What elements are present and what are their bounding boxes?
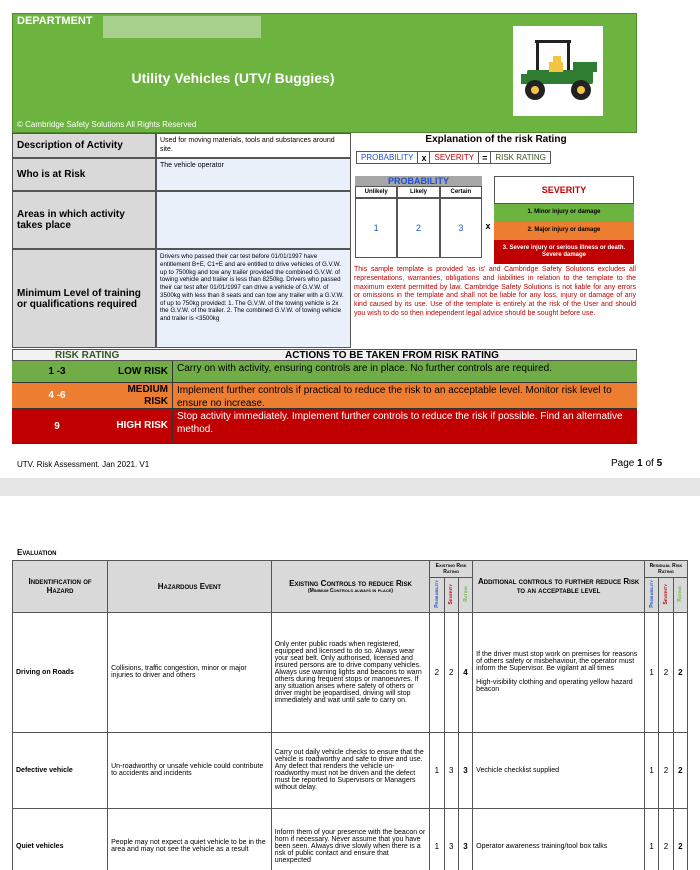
page-current: 1 <box>637 458 643 469</box>
table-row <box>13 612 688 732</box>
col-additional: Additional controls to further reduce Risk to an acceptable level <box>473 561 645 613</box>
severity-row-severe: 3. Severe injury or serious illness or death. Severe damage <box>494 240 634 264</box>
rating-level: MEDIUM RISK <box>127 384 168 407</box>
areas-value[interactable] <box>156 191 351 249</box>
footer-doc-ref: UTV. Risk Assessment. Jan 2021. V1 <box>17 460 150 469</box>
disclaimer-text: This sample template is provided 'as is' and Cambridge Safety Solutions excludes all representations, warranties, obligations and liabilities in relation to the template to the maximum extent permitted by law. Cambridge Safety Solutions is not liable for any errors or omissions in the template and shall not be liable for any loss, injury or damage of any kind caused by its use. Use of the template is entirely at the risk of the User and should you wish to do so then independent legal advice should be sought before use. <box>354 266 636 317</box>
rating-level: HIGH RISK <box>116 420 168 432</box>
explanation-title: Explanation of the risk Rating <box>425 134 567 145</box>
existing-probability: 1 <box>430 732 444 808</box>
event-cell: Collisions, traffic congestion, minor or major injuries to driver and others <box>108 612 272 732</box>
prob-col-certain: Certain <box>440 186 482 198</box>
existing-rating: 3 <box>458 732 472 808</box>
formula-equals: = <box>479 151 490 164</box>
additional-text: If the driver must stop work on premises for reasons of others safety or misbehaviour, the operator must inform the Supervisor. Be vigilant at all times <box>476 651 638 673</box>
severity-row-minor: 1. Minor injury or damage <box>494 204 634 222</box>
risk-info-grid <box>12 133 637 348</box>
footer-page-number <box>611 458 662 469</box>
probability-label: Probability <box>433 580 440 608</box>
rating-action: Implement further controls if practical to reduce the risk to an acceptable level. Monitor risk level to ensure no increase. <box>172 383 637 408</box>
severity-heading: SEVERITY <box>494 176 634 204</box>
existing-severity: 3 <box>444 732 458 808</box>
rating-label: Rating <box>677 586 684 602</box>
col-event: Hazardous Event <box>108 561 272 613</box>
controls-cell: Inform them of your presence with the beacon or horn if necessary. Never assume that you have been seen. Always drive slowly when there is a risk of public contact and ensure that unexpected <box>271 808 430 870</box>
copyright-text: © Cambridge Safety Solutions All Rights Reserved <box>17 120 197 129</box>
existing-rating: 3 <box>458 808 472 870</box>
col-controls-sub: (Minimum Controls always in place) <box>307 587 393 594</box>
existing-probability: 2 <box>430 612 444 732</box>
col-residual-rating: Residual Risk Rating <box>644 561 687 578</box>
residual-severity: 2 <box>659 808 673 870</box>
rating-label: Rating <box>462 586 469 602</box>
additional-cell <box>473 612 645 732</box>
col-controls <box>271 561 430 613</box>
prob-value-3: 3 <box>440 198 482 258</box>
col-res-probability <box>644 578 658 613</box>
actions-heading: ACTIONS TO BE TAKEN FROM RISK RATING <box>285 350 499 361</box>
rating-range: 4 -6 <box>48 390 66 401</box>
residual-severity: 2 <box>659 612 673 732</box>
col-res-severity <box>659 578 673 613</box>
controls-cell: Only enter public roads when registered, equipped and licensed to do so. Always wear your seat belt. Only authorised, licensed and insured persons are to drive company vehicles. Always use warning lights and beacons to warn others during frequent stops or manoeuvres. If any situation arises where safety of others or driver might be jeopardised, driving will stop immediately and wait until safe to carry on. <box>271 612 430 732</box>
page-title: Utility Vehicles (UTV/ Buggies) <box>131 70 335 86</box>
rating-heading: RISK RATING <box>55 350 120 361</box>
formula-times: x <box>418 151 429 164</box>
page-of: of <box>642 458 657 469</box>
header-banner <box>12 13 637 133</box>
rating-action: Stop activity immediately. Implement further controls to reduce the risk if possible. Find an alternative method. <box>172 409 637 443</box>
probability-heading: PROBABILITY <box>355 176 482 186</box>
prob-value-1: 1 <box>355 198 397 258</box>
page-prefix: Page <box>611 458 638 469</box>
rating-row-low <box>12 361 637 383</box>
formula-severity: SEVERITY <box>429 151 479 164</box>
hazard-cell: Driving on Roads <box>13 612 108 732</box>
hazard-cell: Defective vehicle <box>13 732 108 808</box>
evaluation-title: Evaluation <box>17 548 57 557</box>
risk-rating-table <box>12 349 637 444</box>
col-controls-label: Existing Controls to reduce Risk <box>289 578 412 588</box>
page-divider <box>0 478 700 496</box>
controls-cell: Carry out daily vehicle checks to ensure that the vehicle is roadworthy and safe to drive and use. Any defect that renders the vehicle un-roadworthy must not be driven and the defect must be reported to Supervisors or Managers without delay. <box>271 732 430 808</box>
table-row <box>13 808 688 870</box>
hazard-cell: Quiet vehicles <box>13 808 108 870</box>
residual-rating: 2 <box>673 732 687 808</box>
existing-probability: 1 <box>430 808 444 870</box>
residual-rating: 2 <box>673 612 687 732</box>
areas-label: Areas in which activity takes place <box>12 191 156 249</box>
probability-columns <box>355 186 482 198</box>
additional-cell: Vechicle checklist supplied <box>473 732 645 808</box>
formula-risk-rating: RISK RATING <box>490 151 551 164</box>
training-label: Minimum Level of training or qualifications required <box>12 249 156 348</box>
existing-severity: 2 <box>444 612 458 732</box>
description-label: Description of Activity <box>12 133 156 158</box>
department-label: DEPARTMENT <box>17 15 93 27</box>
event-cell: People may not expect a quiet vehicle to be in the area and may not see the vehicle as a result <box>108 808 272 870</box>
description-value[interactable]: Used for moving materials, tools and substances around site. <box>156 133 351 158</box>
prob-col-unlikely: Unlikely <box>355 186 397 198</box>
residual-probability: 1 <box>644 732 658 808</box>
rating-header <box>12 349 637 361</box>
rating-range: 1 -3 <box>48 366 66 377</box>
existing-severity: 3 <box>444 808 458 870</box>
page-2 <box>0 496 700 870</box>
prob-value-2: 2 <box>397 198 439 258</box>
evaluation-table <box>12 560 688 870</box>
rating-range: 9 <box>54 420 60 432</box>
training-value[interactable]: Drivers who passed their car test before 01/01/1997 have entitlement B+E, C1+E and are entitled to drive vehicles of G.V.W. up to 7500kg and tow any trailer provided the combined G.V.W. of towing vehicle and trailer is less than 8250kg. Drivers who passed their car test after 01/01/1997 can drive a vehicle of G.V.W. of 3500kg with less than 8 seats and can tow any trailer with a G.V.W. of up to 750kg provided: 1. The G.V.W. of the towing vehicle is 2x the G.V.W. of the trailer. 2. The combined G.V.W. of towing vehicle and trailer is <3500kg <box>156 249 351 348</box>
table-row <box>13 732 688 808</box>
probability-values <box>355 198 482 258</box>
probability-label: Probability <box>648 580 655 608</box>
matrix-times: x <box>485 221 491 231</box>
page-total: 5 <box>656 458 663 469</box>
residual-severity: 2 <box>659 732 673 808</box>
severity-label: Severity <box>448 583 455 605</box>
additional-cell: Operator awareness training/tool box talks <box>473 808 645 870</box>
residual-probability: 1 <box>644 808 658 870</box>
rating-row-high <box>12 409 637 444</box>
utv-vehicle-image <box>513 26 603 116</box>
who-at-risk-label: Who is at Risk <box>12 158 156 191</box>
formula-probability: PROBABILITY <box>356 151 418 164</box>
col-hazard: Indentification of Hazard <box>13 561 108 613</box>
header-row-top <box>13 561 688 578</box>
col-probability <box>430 578 444 613</box>
who-at-risk-value[interactable]: The vehicle operator <box>156 158 351 191</box>
residual-probability: 1 <box>644 612 658 732</box>
col-existing-rating: Existing Risk Rating <box>430 561 473 578</box>
severity-label: Severity <box>662 583 669 605</box>
rating-action: Carry on with activity, ensuring controls are in place. No further controls are required. <box>172 361 637 382</box>
department-field[interactable] <box>103 16 261 38</box>
residual-rating: 2 <box>673 808 687 870</box>
severity-row-major: 2. Major injury or damage <box>494 222 634 240</box>
risk-formula <box>356 151 551 164</box>
event-cell: Un-roadworthy or unsafe vehicle could contribute to accidents and incidents <box>108 732 272 808</box>
rating-level: LOW RISK <box>118 365 168 377</box>
prob-col-likely: Likely <box>397 186 439 198</box>
col-severity <box>444 578 458 613</box>
rating-row-medium <box>12 383 637 409</box>
additional-text-2: High-visibility clothing and operating yellow hazard beacon <box>476 679 633 694</box>
existing-rating: 4 <box>458 612 472 732</box>
col-rating <box>458 578 472 613</box>
col-res-rating <box>673 578 687 613</box>
